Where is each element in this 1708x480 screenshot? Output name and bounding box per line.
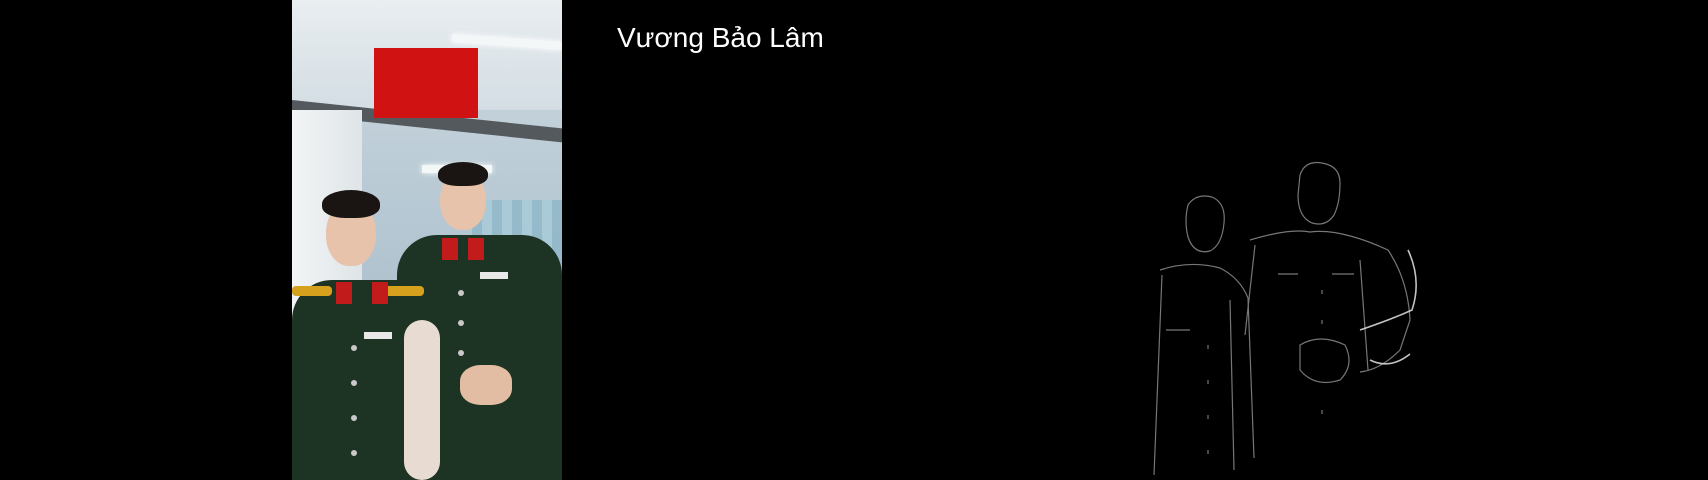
collar-tab bbox=[372, 282, 388, 304]
edge-man-head bbox=[1298, 163, 1340, 225]
collar-tab bbox=[442, 238, 458, 260]
edge-woman-body bbox=[1154, 275, 1234, 475]
epaulette bbox=[384, 286, 424, 296]
edge-woman-shoulders bbox=[1160, 264, 1254, 458]
edge-man-arm bbox=[1360, 250, 1416, 330]
woman-arm bbox=[404, 320, 440, 480]
edge-woman-head bbox=[1186, 196, 1224, 252]
collar-tab bbox=[336, 282, 352, 304]
uniform-button bbox=[458, 290, 464, 296]
name-tag bbox=[364, 332, 392, 339]
uniform-button bbox=[458, 350, 464, 356]
name-tag bbox=[480, 272, 508, 279]
uniform-button bbox=[351, 415, 357, 421]
uniform-button bbox=[351, 450, 357, 456]
camera-frame bbox=[292, 0, 562, 480]
hands bbox=[460, 365, 512, 405]
man-hair bbox=[438, 162, 488, 186]
red-overlay-square bbox=[374, 48, 478, 118]
woman-hair bbox=[322, 190, 380, 218]
edge-hands bbox=[1300, 339, 1349, 382]
uniform-button bbox=[458, 320, 464, 326]
epaulette bbox=[292, 286, 332, 296]
person-name-title: Vương Bảo Lâm bbox=[617, 22, 824, 53]
uniform-button bbox=[351, 380, 357, 386]
edge-detection-frame bbox=[1100, 0, 1460, 480]
edge-outline-figures bbox=[1100, 0, 1460, 480]
edge-man-body bbox=[1245, 245, 1368, 370]
collar-tab bbox=[468, 238, 484, 260]
uniform-button bbox=[351, 345, 357, 351]
edge-man-shoulders bbox=[1250, 231, 1410, 372]
